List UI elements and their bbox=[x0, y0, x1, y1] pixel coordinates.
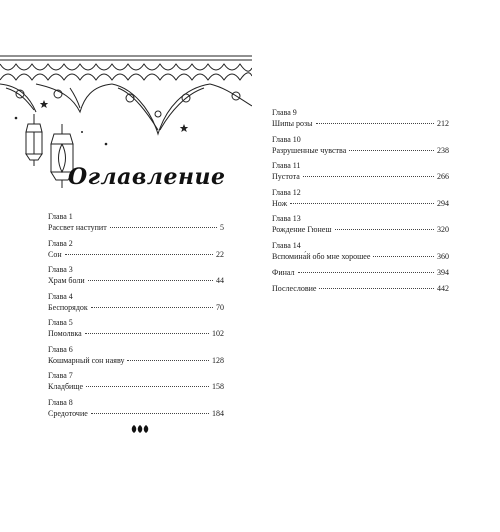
leader-dots bbox=[127, 360, 209, 361]
page-number: 320 bbox=[437, 225, 449, 234]
toc-left-column bbox=[48, 212, 224, 424]
leader-dots bbox=[91, 413, 209, 414]
chapter-number: Глава 11 bbox=[272, 161, 301, 170]
chapter-title: Беспорядок bbox=[48, 302, 88, 312]
toc-entry[interactable] bbox=[272, 267, 449, 283]
folio-ornament-icon bbox=[131, 424, 149, 434]
toc-entry[interactable] bbox=[272, 161, 449, 188]
chapter-number: Глава 13 bbox=[272, 214, 301, 223]
chapter-title: Пустота bbox=[272, 172, 300, 181]
chapter-title: Средоточие bbox=[48, 408, 88, 418]
leader-dots bbox=[319, 288, 434, 289]
chapter-title: Разрушенные чувства bbox=[272, 145, 347, 155]
chapter-title: Сон bbox=[48, 249, 62, 259]
page-number: 22 bbox=[216, 249, 224, 259]
chapter-title: Вспомина́й обо мне хорошее bbox=[272, 251, 371, 261]
toc-entry[interactable] bbox=[48, 292, 224, 319]
page-number: 5 bbox=[220, 223, 224, 232]
page-number: 184 bbox=[212, 408, 224, 418]
toc-entry[interactable] bbox=[272, 283, 449, 299]
toc-entry[interactable] bbox=[48, 398, 224, 425]
leader-dots bbox=[110, 227, 217, 228]
chapter-number: Глава 9 bbox=[272, 108, 297, 117]
chapter-number: Глава 2 bbox=[48, 238, 73, 248]
toc-entry[interactable] bbox=[272, 241, 449, 268]
leader-dots bbox=[65, 254, 213, 255]
chapter-title: Рождение Гюнеш bbox=[272, 225, 332, 234]
chapter-number: Глава 5 bbox=[48, 318, 73, 327]
leader-dots bbox=[290, 203, 434, 204]
leader-dots bbox=[86, 386, 209, 387]
chapter-title: Рассвет наступит bbox=[48, 223, 107, 232]
chapter-number: Глава 1 bbox=[48, 212, 73, 221]
chapter-title: Финал bbox=[272, 268, 295, 277]
leader-dots bbox=[85, 333, 209, 334]
leader-dots bbox=[303, 176, 434, 177]
page-number: 212 bbox=[437, 119, 449, 128]
toc-entry[interactable] bbox=[48, 345, 224, 372]
page-number: 394 bbox=[437, 268, 449, 277]
page-number: 360 bbox=[437, 251, 449, 261]
leader-dots bbox=[373, 256, 434, 257]
chapter-number: Глава 7 bbox=[48, 371, 73, 380]
toc-entry[interactable] bbox=[48, 239, 224, 266]
chapter-title: Храм боли bbox=[48, 276, 85, 285]
toc-right-column bbox=[272, 108, 449, 299]
toc-entry[interactable] bbox=[272, 188, 449, 215]
chapter-title: Шипы розы bbox=[272, 119, 313, 128]
chapter-title: Помолвка bbox=[48, 329, 82, 338]
chapter-title: Кошмарный сон наяву bbox=[48, 355, 125, 365]
chapter-number: Глава 14 bbox=[272, 240, 301, 250]
chapter-title: Кладбище bbox=[48, 382, 84, 391]
chapter-title: Нож bbox=[272, 198, 288, 208]
page-number: 266 bbox=[437, 172, 449, 181]
toc-entry[interactable] bbox=[272, 108, 449, 135]
leader-dots bbox=[335, 229, 434, 230]
page-title: Оглавление bbox=[68, 164, 226, 190]
page-number: 128 bbox=[212, 355, 224, 365]
toc-entry[interactable] bbox=[48, 265, 224, 292]
page-number: 70 bbox=[216, 302, 224, 312]
page-number: 442 bbox=[437, 284, 449, 293]
leader-dots bbox=[298, 272, 435, 273]
leader-dots bbox=[88, 280, 213, 281]
page-number: 44 bbox=[216, 276, 224, 285]
chapter-number: Глава 8 bbox=[48, 397, 73, 407]
page-number: 294 bbox=[437, 198, 449, 208]
page-number: 158 bbox=[212, 382, 224, 391]
toc-entry[interactable] bbox=[272, 135, 449, 162]
leader-dots bbox=[316, 123, 434, 124]
page-number: 238 bbox=[437, 145, 449, 155]
leader-dots bbox=[91, 307, 213, 308]
chapter-number: Глава 10 bbox=[272, 134, 301, 144]
chapter-number: Глава 6 bbox=[48, 344, 73, 354]
leader-dots bbox=[349, 150, 434, 151]
chapter-number: Глава 4 bbox=[48, 291, 73, 301]
page-number: 102 bbox=[212, 329, 224, 338]
toc-entry[interactable] bbox=[48, 212, 224, 239]
chapter-title: Послесловие bbox=[272, 284, 317, 293]
chapter-number: Глава 12 bbox=[272, 187, 301, 197]
toc-entry[interactable] bbox=[48, 318, 224, 345]
chapter-number: Глава 3 bbox=[48, 265, 73, 274]
toc-entry[interactable] bbox=[48, 371, 224, 398]
toc-entry[interactable] bbox=[272, 214, 449, 241]
